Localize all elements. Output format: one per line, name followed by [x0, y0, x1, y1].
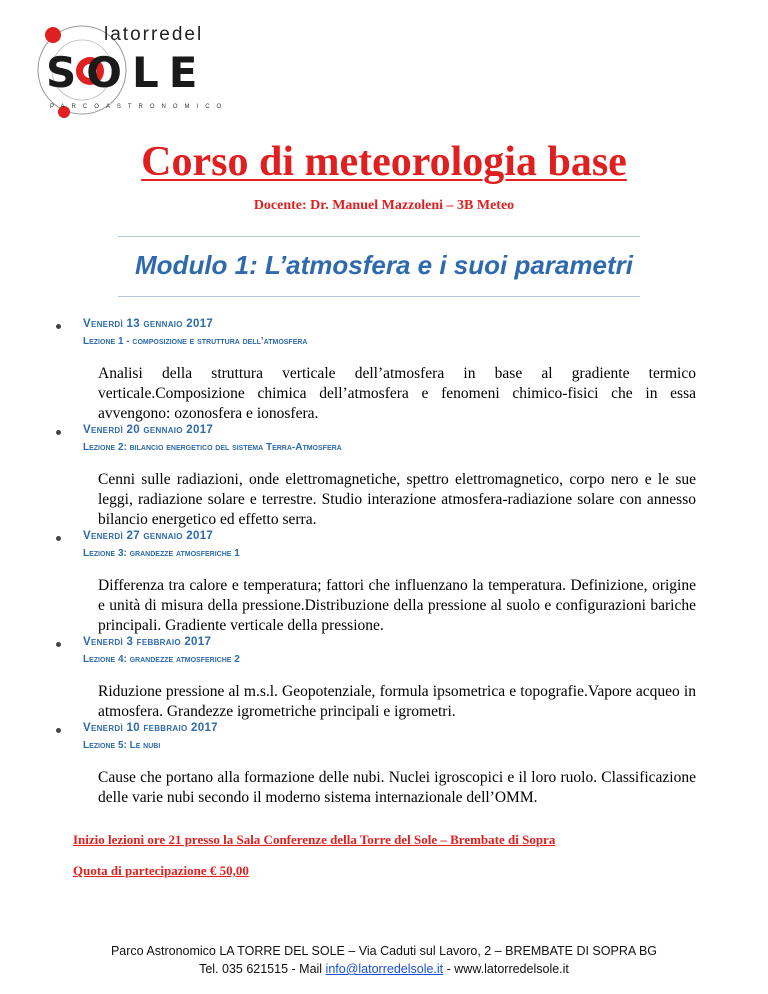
logo-sub-text: PARCOASTRONOMICO [50, 104, 229, 110]
lesson-title: Lezione 5: Le nubi [83, 740, 161, 751]
logo-main-text: SOLE [46, 48, 208, 97]
divider-bottom [118, 296, 640, 297]
bullet-icon [56, 324, 61, 329]
teacher-line: Docente: Dr. Manuel Mazzoleni – 3B Meteo [253, 198, 515, 213]
fee-info: Quota di partecipazione € 50,00 [73, 863, 249, 878]
footer-phone: Tel. 035 621515 - Mail [199, 962, 326, 976]
logo-red-dot-top [45, 27, 61, 43]
module-title: Modulo 1: L’atmosfera e i suoi parametri [135, 250, 633, 280]
lesson-description: Analisi della struttura verticale dell’atmosfera in base al gradiente termico verticale.Composizione chimica dell’atmosfera e fenomeni chimico-fisici che in essa avvengono: ozonosfera e ionosfera. [98, 365, 696, 422]
lesson-date: Venerdì 10 febbraio 2017 [83, 722, 218, 734]
footer-website[interactable]: www.latorredelsole.it [454, 962, 569, 976]
lesson-title: Lezione 2: bilancio energetico del sistema Terra-Atmosfera [83, 442, 342, 453]
lesson-description: Riduzione pressione al m.s.l. Geopotenziale, formula ipsometrica e topografie.Vapore acqueo in atmosfera. Grandezze igrometriche principali e igrometri. [98, 683, 696, 720]
logo [20, 18, 229, 123]
lesson-title: Lezione 4: grandezze atmosferiche 2 [83, 654, 240, 665]
bullet-icon [56, 536, 61, 541]
lesson-title: Lezione 1 - composizione e struttura dell’atmosfera [83, 336, 308, 347]
lesson-date: Venerdì 3 febbraio 2017 [83, 636, 212, 648]
course-title: Corso di meteorologia base [141, 139, 627, 185]
lesson-date: Venerdì 20 gennaio 2017 [83, 424, 214, 436]
bullet-icon [56, 642, 61, 647]
lesson-description: Cenni sulle radiazioni, onde elettromagnetiche, spettro elettromagnetico, corpo nero e le sue leggi, radiazione solare e terrestre. Studio interazione atmosfera-radiazione solare con annesso bilancio energetico ed effetto serra. [98, 471, 696, 528]
lesson-description: Cause che portano alla formazione delle nubi. Nuclei igroscopici e il loro ruolo. Classificazione delle varie nubi secondo il moderno sistema internazionale dell’OMM. [98, 769, 696, 806]
divider-top [118, 236, 640, 237]
footer-separator: - [443, 962, 455, 976]
footer-contacts [0, 962, 768, 976]
bullet-icon [56, 430, 61, 435]
bullet-icon [56, 728, 61, 733]
lesson-title: Lezione 3: grandezze atmosferiche 1 [83, 548, 240, 559]
footer-email-link[interactable]: info@latorredelsole.it [325, 962, 444, 976]
lesson-date: Venerdì 27 gennaio 2017 [83, 530, 214, 542]
lesson-date: Venerdì 13 gennaio 2017 [83, 318, 214, 330]
footer-address: Parco Astronomico LA TORRE DEL SOLE – Via Caduti sul Lavoro, 2 – BREMBATE DI SOPRA BG [110, 944, 658, 958]
lesson-description: Differenza tra calore e temperatura; fattori che influenzano la temperatura. Definizione, origine e unità di misura della pressione.Distribuzione della pressione al suolo e configurazioni bariche principali. Gradiente verticale della pressione. [98, 577, 696, 634]
schedule-info: Inizio lezioni ore 21 presso la Sala Conferenze della Torre del Sole – Brembate di Sopra [73, 832, 556, 847]
logo-top-text: latorredel [104, 24, 204, 45]
